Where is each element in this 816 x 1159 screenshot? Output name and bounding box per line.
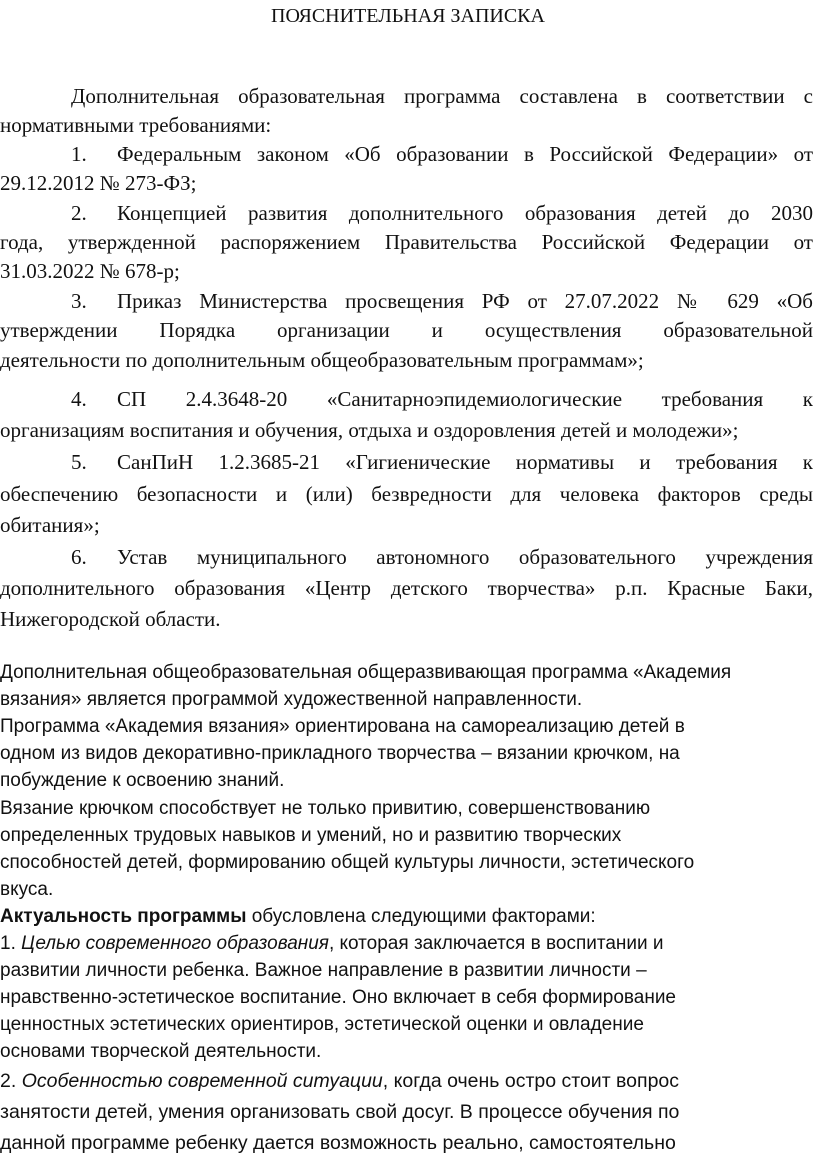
factor-1-line-1 xyxy=(0,930,816,957)
paragraph-2-line-3: побуждение к освоению знаний. xyxy=(0,770,285,791)
factor-2-line-3: данной программе ребенку дается возможность реально, самостоятельно xyxy=(0,1132,676,1154)
factor-text: , когда очень остро стоит вопрос xyxy=(382,1070,680,1092)
relevance-bold: Актуальность программы xyxy=(0,906,247,927)
list-item-5-cont: обитания»; xyxy=(0,513,100,537)
factor-number: 1. xyxy=(0,933,22,954)
factor-2-line-2: занятости детей, умения организовать свой досуг. В процессе обучения по xyxy=(0,1101,680,1123)
list-item-1-cont: 29.12.2012 № 273-ФЗ; xyxy=(0,171,197,195)
factor-italic: Особенностью современной ситуации xyxy=(21,1070,383,1092)
list-item-text: Устав муниципального автономного образовательного учреждения xyxy=(117,545,813,569)
paragraph-3-line-3: способностей детей, формированию общей культуры личности, эстетического xyxy=(0,852,695,873)
factor-text: , которая заключается в воспитании и xyxy=(328,933,664,954)
factor-1-line-3: нравственно-эстетическое воспитание. Оно включает в себя формирование xyxy=(0,987,677,1008)
list-item-6 xyxy=(0,543,813,572)
list-item-3-cont: деятельности по дополнительным общеобразовательным программам»; xyxy=(0,348,644,372)
list-item-text: Приказ Министерства просвещения РФ от 27.07.2022 № 629 «Об xyxy=(117,289,813,313)
list-item-4-cont: организациям воспитания и обучения, отдыха и оздоровления детей и молодежи»; xyxy=(0,418,739,442)
list-item-number: 4. xyxy=(71,387,87,411)
paragraph-1-line-2: вязания» является программой художественной направленности. xyxy=(0,689,583,710)
list-item-3 xyxy=(0,287,813,316)
intro-line-1: Дополнительная образовательная программа составлена в соответствии с xyxy=(71,84,813,108)
list-item-2-cont: года, утвержденной распоряжением Правительства Российской Федерации от xyxy=(0,230,813,254)
factor-italic: Целью современного образования xyxy=(21,933,329,954)
factor-1-line-2: развитии личности ребенка. Важное направление в развитии личности – xyxy=(0,960,647,981)
intro-line-2: нормативными требованиями: xyxy=(0,113,272,137)
list-item-3-cont: утверждении Порядка организации и осуществления образовательной xyxy=(0,318,813,342)
list-item-text: СП 2.4.3648-20 «Санитарноэпидемиологические требования к xyxy=(117,387,813,411)
list-item-6-cont: Нижегородской области. xyxy=(0,607,221,631)
document-title: ПОЯСНИТЕЛЬНАЯ ЗАПИСКА xyxy=(271,5,545,27)
list-item-2-cont: 31.03.2022 № 678-р; xyxy=(0,259,180,283)
relevance-text: обусловлена следующими факторами: xyxy=(246,906,596,927)
list-item-number: 5. xyxy=(71,450,87,474)
list-item-1 xyxy=(0,140,813,169)
factor-number: 2. xyxy=(0,1070,22,1092)
list-item-text: СанПиН 1.2.3685-21 «Гигиенические нормативы и требования к xyxy=(117,450,813,474)
list-item-6-cont: дополнительного образования «Центр детского творчества» р.п. Красные Баки, xyxy=(0,576,813,600)
list-item-number: 1. xyxy=(71,142,87,166)
list-item-2 xyxy=(0,199,813,228)
factor-2-line-1 xyxy=(0,1066,816,1096)
list-item-number: 3. xyxy=(71,289,87,313)
list-item-number: 2. xyxy=(71,201,87,225)
paragraph-3-line-4: вкуса. xyxy=(0,879,54,900)
list-item-4 xyxy=(0,385,813,414)
factor-1-line-5: основами творческой деятельности. xyxy=(0,1041,322,1062)
list-item-number: 6. xyxy=(71,545,87,569)
paragraph-1-line-1: Дополнительная общеобразовательная общеразвивающая программа «Академия xyxy=(0,662,732,683)
list-item-text: Федеральным законом «Об образовании в Российской Федерации» от xyxy=(117,142,813,166)
list-item-5 xyxy=(0,448,813,477)
list-item-text: Концепцией развития дополнительного образования детей до 2030 xyxy=(117,201,813,225)
paragraph-3-line-2: определенных трудовых навыков и умений, но и развитию творческих xyxy=(0,825,622,846)
paragraph-2-line-1: Программа «Академия вязания» ориентирована на самореализацию детей в xyxy=(0,716,685,737)
list-item-5-cont: обеспечению безопасности и (или) безвредности для человека факторов среды xyxy=(0,482,813,506)
paragraph-2-line-2: одном из видов декоративно-прикладного творчества – вязании крючком, на xyxy=(0,743,680,764)
relevance-heading xyxy=(0,903,816,930)
paragraph-3-line-1: Вязание крючком способствует не только привитию, совершенствованию xyxy=(0,798,651,819)
factor-1-line-4: ценностных эстетических ориентиров, эстетической оценки и овладение xyxy=(0,1014,644,1035)
